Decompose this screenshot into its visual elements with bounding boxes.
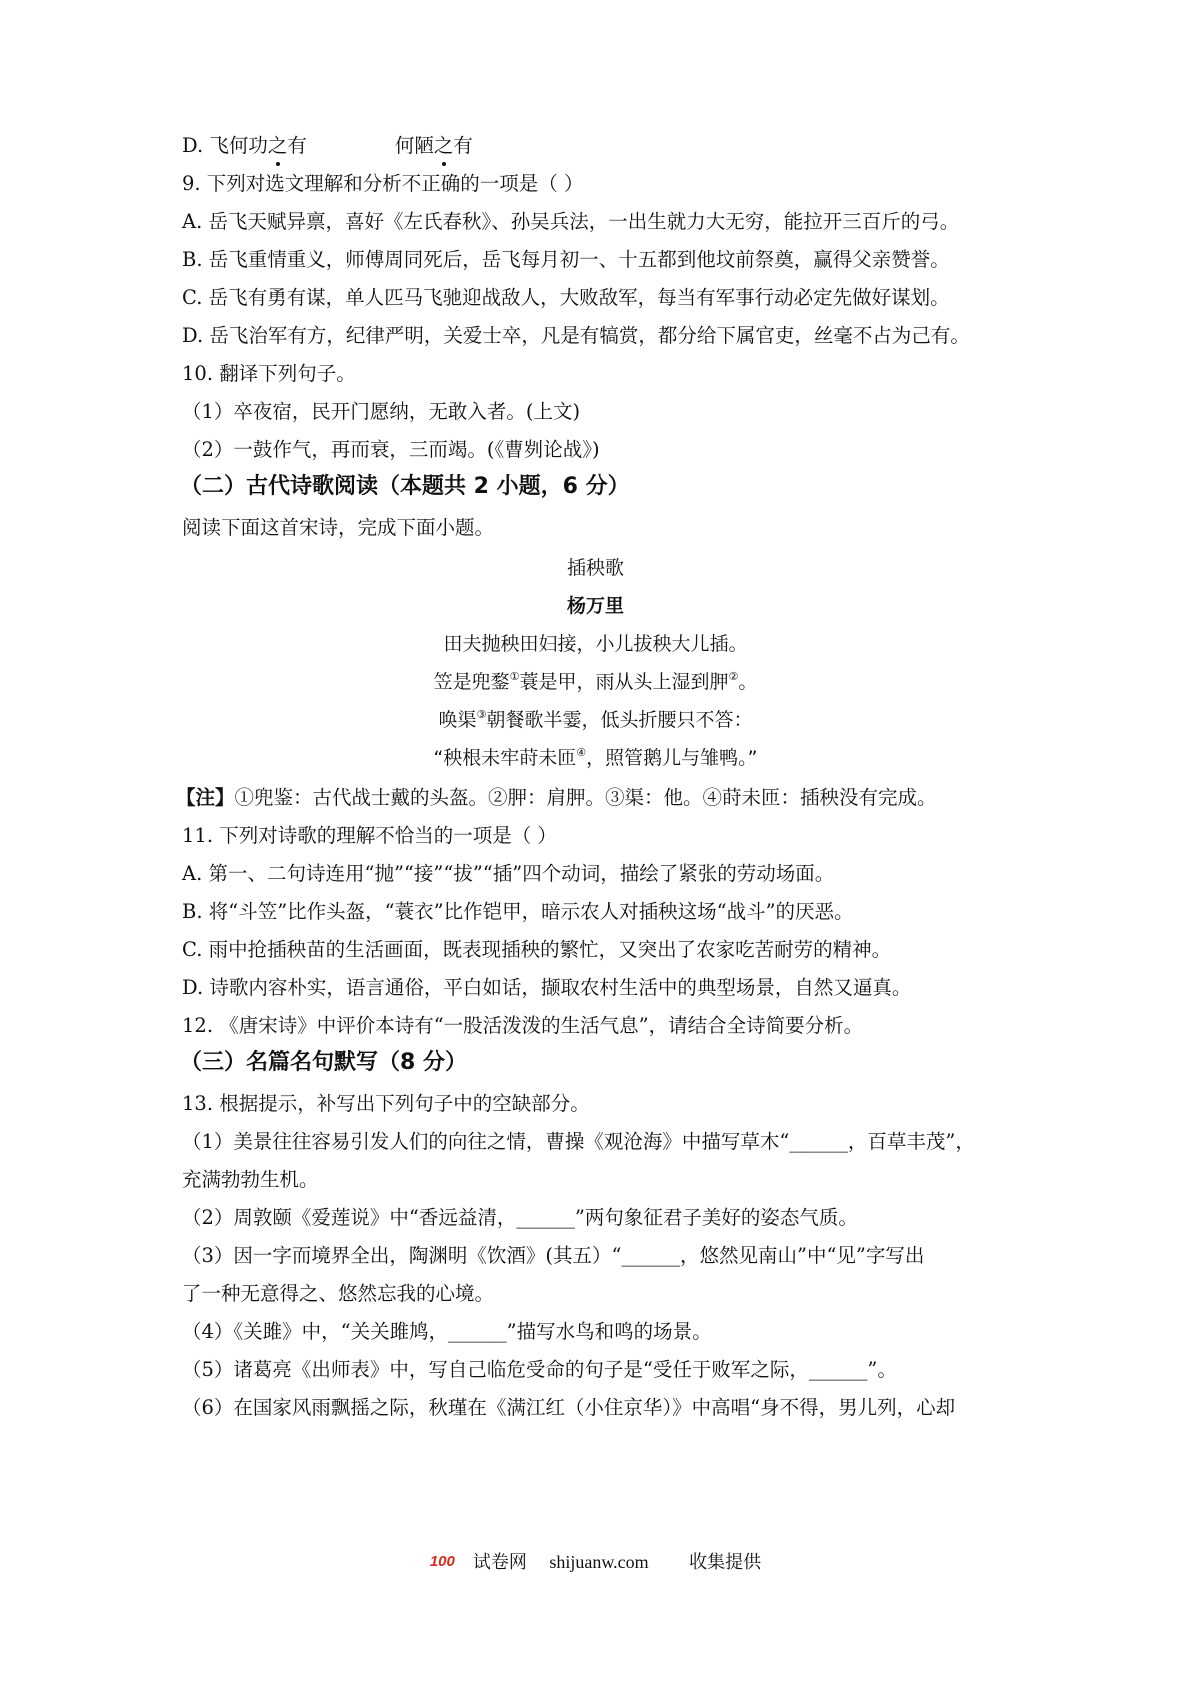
q13-item-1: （1）美景往往容易引发人们的向往之情，曹操《观沧海》中描写草木“______，百草丰茂”，	[182, 1130, 975, 1153]
poem-line-4: “秧根未牢莳未匝④，照管鹅儿与雏鸭。”	[433, 746, 758, 769]
site-domain-link[interactable]: shijuanw.com	[549, 1552, 649, 1572]
q13-item-5: （5）诸葛亮《出师表》中，写自己临危受命的句子是“受任于败军之际，______”。	[182, 1358, 897, 1381]
section-heading-poetry: （二）古代诗歌阅读（本题共 2 小题，6 分）	[180, 474, 630, 499]
q8-option-d: D. 飞何功之有 何陋之有	[182, 132, 473, 160]
logo-mark: 100	[429, 1553, 455, 1570]
q13-item-1-cont: 充满勃勃生机。	[182, 1168, 319, 1191]
site-name: 试卷网	[472, 1552, 527, 1572]
footer-tagline: 收集提供	[689, 1552, 762, 1572]
q13-item-2: （2）周敦颐《爱莲说》中“香远益清，______”两句象征君子美好的姿态气质。	[182, 1206, 858, 1229]
q9-stem: 9. 下列对选文理解和分析不正确的一项是（ ）	[182, 172, 584, 195]
poem-title: 插秧歌	[566, 557, 624, 579]
q10-stem: 10. 翻译下列句子。	[182, 362, 356, 385]
q11-stem: 11. 下列对诗歌的理解不恰当的一项是（ ）	[182, 824, 557, 847]
emphasis-dot-char: 之	[268, 132, 288, 160]
q13-item-6: （6）在国家风雨飘摇之际，秋瑾在《满江红（小住京华）》中高唱“身不得，男儿列，心却	[182, 1396, 956, 1419]
q13-item-4: （4）《关雎》中，“关关雎鸠，______”描写水鸟和鸣的场景。	[182, 1320, 712, 1343]
section-intro: 阅读下面这首宋诗，完成下面小题。	[182, 516, 495, 539]
poem-note: 【注】①兜鉴：古代战士戴的头盔。②胛：肩胛。③渠：他。④莳未匝：插秧没有完成。	[176, 786, 937, 809]
q12-stem: 12. 《唐宋诗》中评价本诗有“一股活泼泼的生活气息”，请结合全诗简要分析。	[182, 1014, 864, 1037]
poem-line-2: 笠是兜鍪①蓑是甲，雨从头上湿到胛②。	[433, 670, 758, 693]
q9-option-d: D. 岳飞治军有方，纪律严明，关爱士卒，凡是有犒赏，都分给下属官吏，丝毫不占为己有。	[182, 324, 970, 347]
q11-option-a: A. 第一、二句诗连用“抛”“接”“拔”“插”四个动词，描绘了紧张的劳动场面。	[182, 862, 835, 885]
poem-line-1: 田夫抛秧田妇接，小儿拔秧大儿插。	[443, 633, 748, 655]
q9-option-b: B. 岳飞重情重义，师傅周同死后，岳飞每月初一、十五都到他坟前祭奠，赢得父亲赞誉。	[182, 248, 950, 271]
section-heading-recitation: （三）名篇名句默写（8 分）	[180, 1050, 467, 1075]
emphasis-dot-char: 之	[434, 132, 454, 160]
q9-option-a: A. 岳飞天赋异禀，喜好《左氏春秋》、孙吴兵法，一出生就力大无穷，能拉开三百斤的弓。	[182, 210, 960, 233]
q11-option-d: D. 诗歌内容朴实，语言通俗，平白如话，撷取农村生活中的典型场景，自然又逼真。	[182, 976, 912, 999]
q13-item-3-cont: 了一种无意得之、悠然忘我的心境。	[182, 1282, 495, 1305]
q10-sentence-1: （1）卒夜宿，民开门愿纳，无敢入者。(上文)	[182, 400, 581, 423]
q11-option-b: B. 将“斗笠”比作头盔，“蓑衣”比作铠甲，暗示农人对插秧这场“战斗”的厌恶。	[182, 900, 854, 923]
q9-option-c: C. 岳飞有勇有谋，单人匹马飞驰迎战敌人，大败敌军，每当有军事行动必定先做好谋划。	[182, 286, 950, 309]
q10-sentence-2: （2）一鼓作气，再而衰，三而竭。(《曹刿论战》)	[182, 438, 600, 461]
page-footer	[0, 1548, 1191, 1576]
q13-item-3: （3）因一字而境界全出，陶渊明《饮酒》(其五）“______，悠然见南山”中“见”字写出	[182, 1244, 925, 1267]
q11-option-c: C. 雨中抢插秧苗的生活画面，既表现插秧的繁忙，又突出了农家吃苦耐劳的精神。	[182, 938, 892, 961]
poem-line-3: 唤渠③朝餐歌半霎，低头折腰只不答：	[438, 708, 753, 731]
note-label: 【注】	[176, 786, 235, 809]
poem-author: 杨万里	[566, 595, 624, 617]
site-logo[interactable]	[412, 1552, 527, 1572]
q13-stem: 13. 根据提示，补写出下列句子中的空缺部分。	[182, 1092, 590, 1115]
